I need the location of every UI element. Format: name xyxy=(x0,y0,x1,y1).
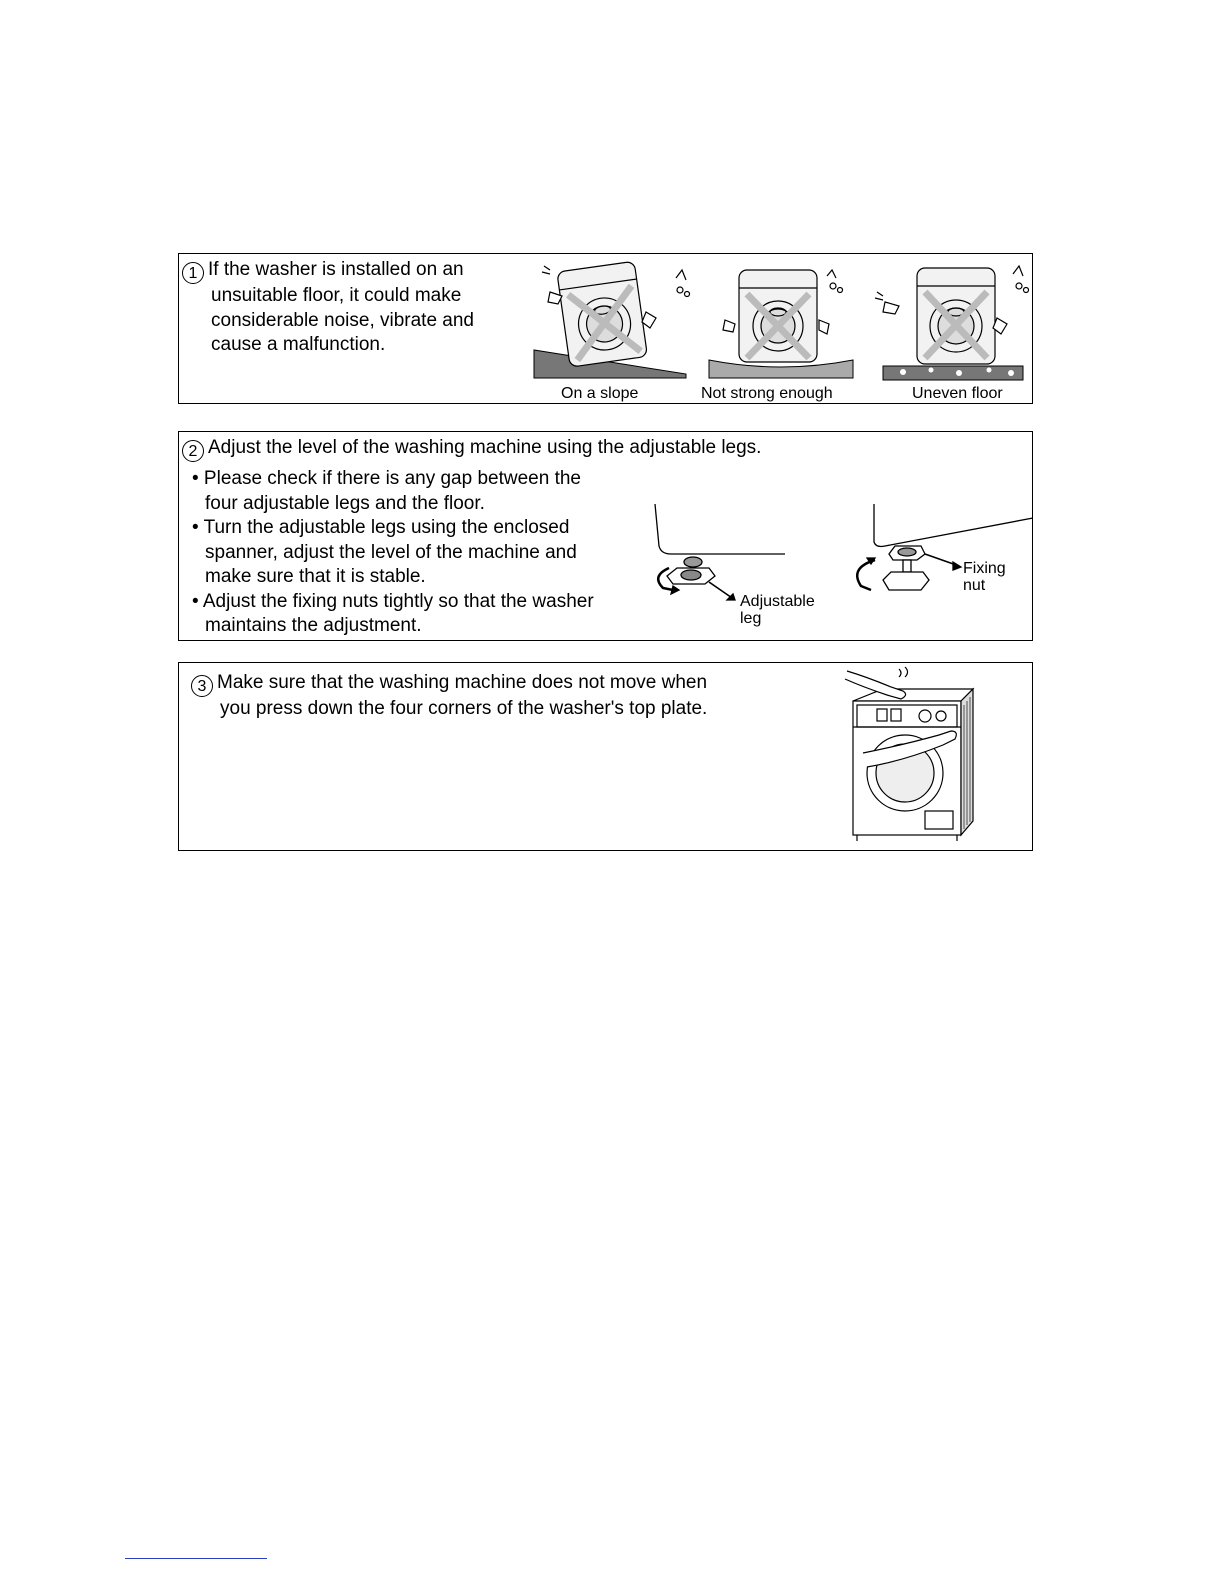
section-1-line: unsuitable floor, it could make xyxy=(211,285,462,306)
label-fixing-nut-line: Fixing xyxy=(963,560,1006,577)
section-3-box xyxy=(178,662,1033,851)
washer-weak-floor-icon xyxy=(707,264,855,382)
section-1-number: 1 xyxy=(182,262,204,284)
bullet-line: four adjustable legs and the floor. xyxy=(205,492,485,514)
bullet-line: • Turn the adjustable legs using the enclosed xyxy=(192,517,570,538)
washer-uneven-floor-icon xyxy=(869,262,1029,382)
section-2-bullets xyxy=(192,467,594,639)
section-1-line: cause a malfunction. xyxy=(211,334,386,355)
section-3-number: 3 xyxy=(191,675,213,697)
label-adjustable-leg-line: Adjustable xyxy=(740,593,815,610)
section-1-line: If the washer is installed on an xyxy=(208,259,464,280)
section-1-box xyxy=(178,253,1033,404)
section-1-line: considerable noise, vibrate and xyxy=(211,309,475,331)
footer-rule xyxy=(125,1558,267,1559)
caption-on-a-slope: On a slope xyxy=(561,385,639,402)
label-adjustable-leg-line: leg xyxy=(740,610,762,627)
caption-not-strong-enough: Not strong enough xyxy=(701,385,833,402)
section-2-heading xyxy=(182,436,761,462)
section-3-text xyxy=(191,671,707,722)
section-2-heading-text: Adjust the level of the washing machine using the adjustable legs. xyxy=(208,437,762,458)
label-fixing-nut-line: nut xyxy=(963,577,986,594)
washer-on-slope-icon xyxy=(534,260,694,382)
bullet-line: spanner, adjust the level of the machine and xyxy=(205,541,577,563)
bullet-line: maintains the adjustment. xyxy=(205,615,422,636)
label-adjustable-leg xyxy=(740,593,815,627)
section-2-number: 2 xyxy=(182,440,204,462)
caption-uneven-floor: Uneven floor xyxy=(912,385,1003,402)
bullet-line: • Adjust the fixing nuts tightly so that the washer xyxy=(192,590,594,612)
washer-press-corners-icon xyxy=(843,665,977,845)
section-1-text xyxy=(182,258,474,358)
label-fixing-nut xyxy=(963,560,1006,594)
section-2-box xyxy=(178,431,1033,641)
fixing-nut-icon xyxy=(849,502,1034,598)
section-3-line: Make sure that the washing machine does not move when xyxy=(217,672,708,693)
bullet-line: • Please check if there is any gap between the xyxy=(192,468,581,489)
bullet-line: make sure that it is stable. xyxy=(205,566,426,587)
section-3-line: you press down the four corners of the washer's top plate. xyxy=(220,698,708,719)
